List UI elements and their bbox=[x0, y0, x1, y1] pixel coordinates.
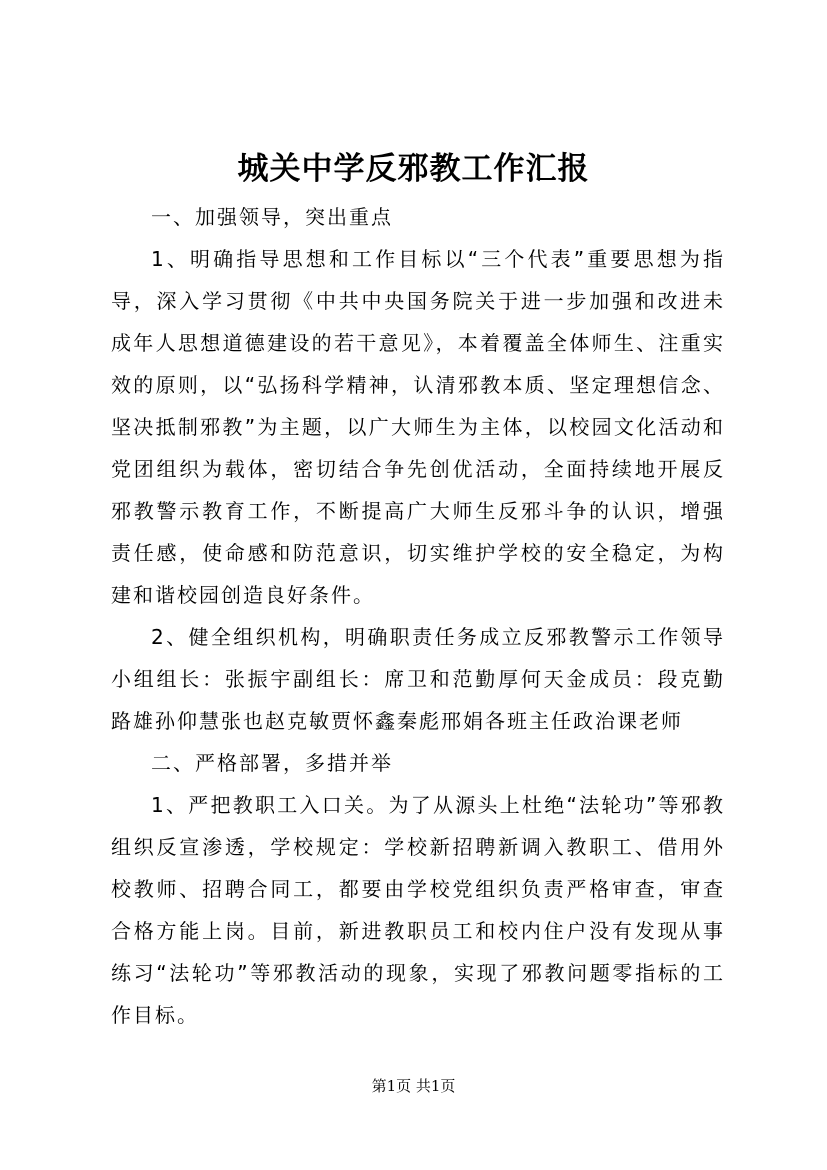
section-heading-1: 一、加强领导，突出重点 bbox=[151, 205, 393, 229]
paragraph-organization: 2、健全组织机构，明确职责任务成立反邪教警示工作领导小组组长：张振宇副组长：席卫和范勤厚何天金成员：段克勤路雄孙仰慧张也赵克敏贾怀鑫秦彪邢娟各班主任政治课老师 bbox=[111, 625, 725, 733]
paragraph-staff-entry: 1、严把教职工入口关。为了从源头上杜绝“法轮功”等邪教组织反宣渗透，学校规定：学校新招聘新调入教职工、借用外校教师、招聘合同工，都要由学校党组织负责严格审查，审查合格方能上岗。目前，新进教职员工和校内住户没有发现从事练习“法轮功”等邪教活动的现象，实现了邪教问题零指标的工作目标。 bbox=[111, 793, 725, 1027]
paragraph-guiding-principles: 1、明确指导思想和工作目标以“三个代表”重要思想为指导，深入学习贯彻《中共中央国务院关于进一步加强和改进未成年人思想道德建设的若干意见》，本着覆盖全体师生、注重实效的原则，以“弘扬科学精神，认清邪教本质、坚定理想信念、坚决抵制邪教”为主题，以广大师生为主体，以校园文化活动和党团组织为载体，密切结合争先创优活动，全面持续地开展反邪教警示教育工作，不断提高广大师生反邪斗争的认识，增强责任感，使命感和防范意识，切实维护学校的安全稳定，为构建和谐校园创造良好条件。 bbox=[111, 247, 725, 607]
page-footer bbox=[0, 1076, 827, 1096]
section-heading-2: 二、严格部署，多措并举 bbox=[151, 751, 393, 775]
page-number-label: 第1页 共1页 bbox=[371, 1077, 456, 1095]
document-body bbox=[111, 196, 725, 1036]
document-title: 城关中学反邪教工作汇报 bbox=[237, 151, 590, 187]
